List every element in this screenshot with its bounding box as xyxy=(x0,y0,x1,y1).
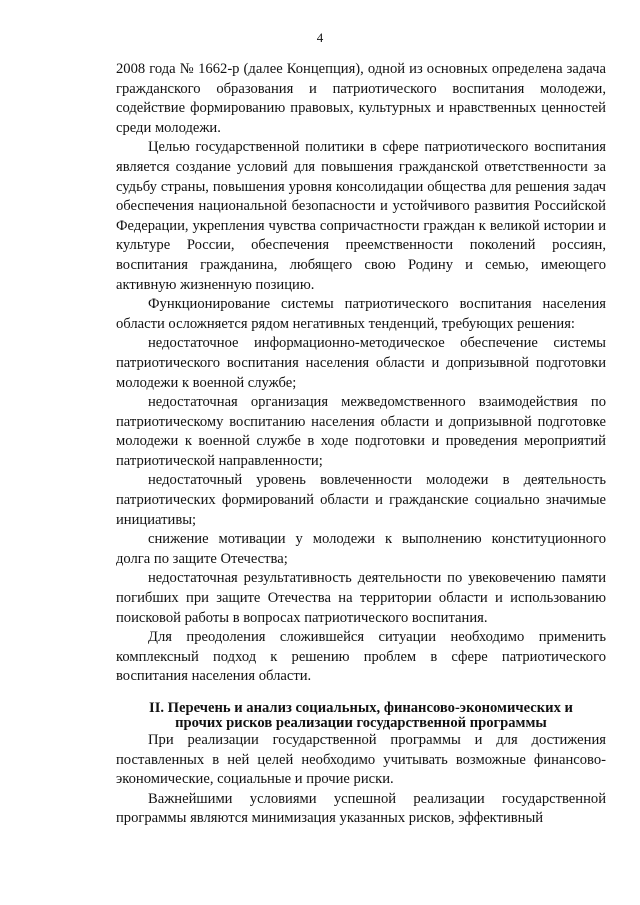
list-item: недостаточный уровень вовлеченности молодежи в деятельность патриотических формирований области и гражданские социально значимые инициативы; xyxy=(116,472,606,528)
list-item: недостаточная результативность деятельности по увековечению памяти погибших при защите Отечества на территории области и использованию поисковой работы в вопросах патриотического воспитания. xyxy=(116,570,606,626)
paragraph-goal: Целью государственной политики в сфере патриотического воспитания является создание условий для повышения гражданской ответственности за судьбу страны, повышения уровня консолидации общества для решения задач обеспечения национальной безопасности и устойчивого развития Российской Федерации, укрепления чувства сопричастности граждан к великой истории и культуре России, обеспечения преемственности поколений россиян, воспитания гражданина, любящего свою Родину и семью, имеющего активную жизненную позицию. xyxy=(116,139,606,293)
paragraph-continuation: 2008 года № 1662-р (далее Концепция), одной из основных определена задача гражданского образования и патриотического воспитания молодежи, содействие формированию правовых, культурных и нравственных ценностей среди молодежи. xyxy=(116,61,606,136)
paragraph-negative-trends: Функционирование системы патриотического воспитания населения области осложняется рядом негативных тенденций, требующих решения: xyxy=(116,296,606,332)
list-item: недостаточная организация межведомственного взаимодействия по патриотическому воспитанию населения области и допризывной подготовке молодежи к военной службе в ходе подготовки и проведения мероприятий патриотической направленности; xyxy=(116,394,606,469)
section-heading: II. Перечень и анализ социальных, финансово-экономических и прочих рисков реализации государственной программы xyxy=(149,700,573,731)
list-item: снижение мотивации у молодежи к выполнению конституционного долга по защите Отечества; xyxy=(116,531,606,567)
page-number: 4 xyxy=(316,30,324,45)
list-item: недостаточное информационно-методическое обеспечение системы патриотического воспитания населения области и допризывной подготовки молодежи к военной службе; xyxy=(116,335,606,391)
paragraph-risks: При реализации государственной программы и для достижения поставленных в ней целей необходимо учитывать возможные финансово-экономические, социальные и прочие риски. xyxy=(116,732,606,788)
paragraph-conditions: Важнейшими условиями успешной реализации государственной программы являются минимизация указанных рисков, эффективный xyxy=(116,790,606,827)
document-body xyxy=(116,60,606,829)
paragraph-conclusion: Для преодоления сложившейся ситуации необходимо применить комплексный подход к решению проблем в сфере патриотического воспитания населения области. xyxy=(116,629,606,685)
